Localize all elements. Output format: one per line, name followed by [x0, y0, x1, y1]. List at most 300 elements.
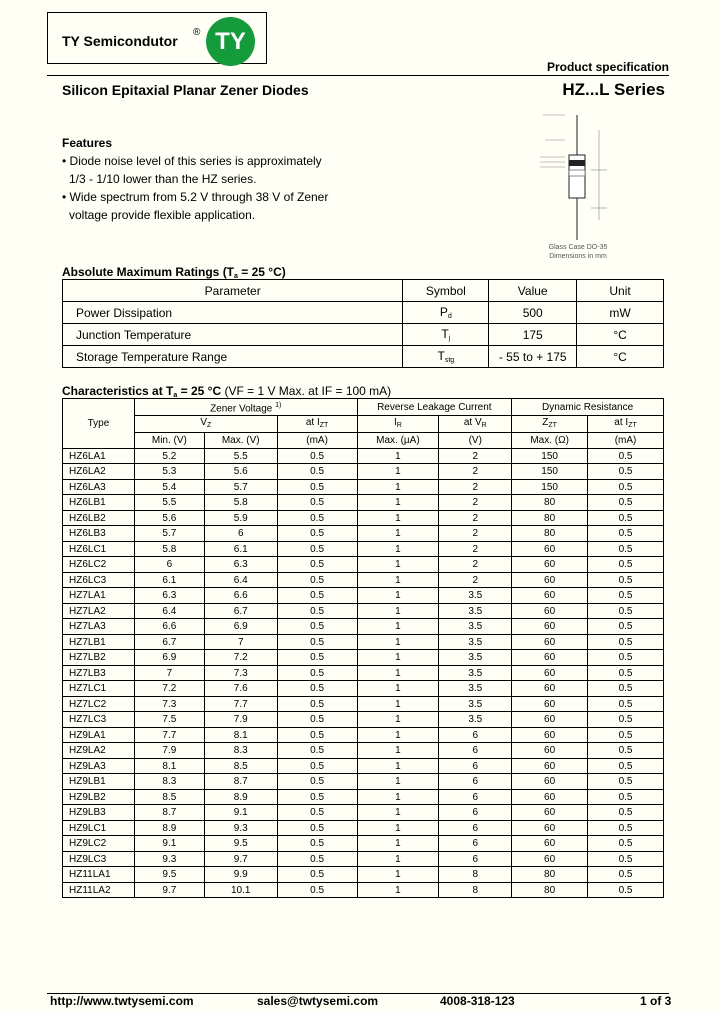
value-cell: 0.5 [588, 774, 664, 790]
value-cell: 6 [204, 526, 277, 542]
characteristics-heading: Characteristics at $T_a = 25$ °C (VF = 1 V Max. at IF = 100 mA) [62, 384, 392, 399]
feature-item: • Wide spectrum from 5.2 V through 38 V of Zener [62, 190, 329, 204]
table-header-row [63, 280, 664, 302]
type-cell: HZ9LB1 [63, 774, 135, 790]
value-cell: 80 [512, 882, 588, 898]
value-cell: 9.7 [134, 882, 204, 898]
value-cell: 1 [357, 805, 439, 821]
value-cell: 0.5 [277, 851, 357, 867]
value-cell: 8.1 [134, 758, 204, 774]
value-cell: 80 [512, 510, 588, 526]
table-row [63, 526, 664, 542]
zener-voltage-header: Zener Voltage $^{1)}$ [134, 399, 357, 416]
value-cell: 8.7 [204, 774, 277, 790]
table-row [63, 510, 664, 526]
value-cell: 3.5 [439, 603, 512, 619]
value-cell: 0.5 [588, 681, 664, 697]
value-cell: 7.3 [204, 665, 277, 681]
value-cell: 6.4 [204, 572, 277, 588]
table-row [63, 346, 664, 368]
value-cell: 0.5 [277, 758, 357, 774]
value-cell: 6.9 [204, 619, 277, 635]
col-header: Unit [577, 280, 664, 302]
value-cell: 1 [357, 727, 439, 743]
feature-item: • Diode noise level of this series is approximately [62, 154, 322, 168]
value-cell: 0.5 [588, 665, 664, 681]
value-cell: 5.6 [134, 510, 204, 526]
table-row [63, 541, 664, 557]
unit-header: Max. (µA) [357, 433, 439, 449]
type-cell: HZ9LA3 [63, 758, 135, 774]
value-cell: 60 [512, 851, 588, 867]
value-cell: 8.3 [204, 743, 277, 759]
value-cell: 1 [357, 665, 439, 681]
value-cell: 9.5 [204, 836, 277, 852]
unit-header: (mA) [588, 433, 664, 449]
table-row [63, 774, 664, 790]
value-cell: 150 [512, 479, 588, 495]
type-cell: HZ7LC2 [63, 696, 135, 712]
value-cell: 7.7 [204, 696, 277, 712]
value-cell: 60 [512, 588, 588, 604]
value-cell: 0.5 [277, 588, 357, 604]
value-cell: 1 [357, 820, 439, 836]
type-cell: HZ9LC3 [63, 851, 135, 867]
value-cell: 9.3 [134, 851, 204, 867]
value-cell: 8.5 [134, 789, 204, 805]
table-row [63, 867, 664, 883]
type-cell: HZ9LA1 [63, 727, 135, 743]
value-cell: 2 [439, 557, 512, 573]
footer-phone: 4008-318-123 [440, 994, 515, 1008]
value-cell: 0.5 [277, 510, 357, 526]
value-cell: 9.1 [204, 805, 277, 821]
value-cell: 9.1 [134, 836, 204, 852]
footer-email[interactable]: sales@twtysemi.com [257, 994, 379, 1008]
diode-outline-diagram [535, 110, 615, 245]
value-cell: 7.6 [204, 681, 277, 697]
value-cell: 0.5 [588, 712, 664, 728]
table-row [63, 820, 664, 836]
feature-text: Diode noise level of this series is approximately [69, 154, 322, 168]
diagram-caption [548, 243, 608, 261]
type-cell: HZ7LC1 [63, 681, 135, 697]
value-cell: 2 [439, 464, 512, 480]
value-cell: 0.5 [588, 495, 664, 511]
value-cell: 1 [357, 557, 439, 573]
value-cell: 0.5 [588, 572, 664, 588]
value-cell: 1 [357, 634, 439, 650]
value-cell: 8.7 [134, 805, 204, 821]
value-cell: 0.5 [277, 820, 357, 836]
diagram-dimensions: Dimensions in mm [549, 253, 607, 260]
value-cell: 500 [489, 302, 577, 324]
table-row [63, 495, 664, 511]
col-header: Value [489, 280, 577, 302]
value-cell: 0.5 [277, 634, 357, 650]
value-cell: 3.5 [439, 619, 512, 635]
value-cell: 2 [439, 572, 512, 588]
value-cell: 1 [357, 867, 439, 883]
value-cell: 60 [512, 836, 588, 852]
header-divider [47, 75, 669, 76]
diagram-case: Glass Case DO-35 [548, 244, 608, 251]
value-cell: 1 [357, 603, 439, 619]
table-row [63, 650, 664, 666]
table-row [63, 696, 664, 712]
value-cell: 60 [512, 758, 588, 774]
unit-header: Max. (Ω) [512, 433, 588, 449]
value-cell: 6.1 [204, 541, 277, 557]
value-cell: 0.5 [588, 464, 664, 480]
value-cell: 6.4 [134, 603, 204, 619]
value-cell: 0.5 [588, 789, 664, 805]
value-cell: 2 [439, 448, 512, 464]
value-cell: 60 [512, 557, 588, 573]
unit-header-row [63, 433, 664, 449]
value-cell: 60 [512, 727, 588, 743]
value-cell: 1 [357, 572, 439, 588]
value-cell: 7.3 [134, 696, 204, 712]
value-cell: 3.5 [439, 634, 512, 650]
unit-header: (V) [439, 433, 512, 449]
value-cell: 1 [357, 789, 439, 805]
col-header: Parameter [63, 280, 403, 302]
value-cell: 1 [357, 882, 439, 898]
value-cell: 0.5 [277, 448, 357, 464]
value-cell: 2 [439, 495, 512, 511]
value-cell: 8.9 [204, 789, 277, 805]
table-row [63, 882, 664, 898]
type-cell: HZ7LA1 [63, 588, 135, 604]
value-cell: 0.5 [588, 743, 664, 759]
value-cell: 0.5 [277, 665, 357, 681]
type-cell: HZ9LA2 [63, 743, 135, 759]
value-cell: 0.5 [588, 820, 664, 836]
value-cell: 1 [357, 541, 439, 557]
value-cell: 8.1 [204, 727, 277, 743]
value-cell: 1 [357, 696, 439, 712]
value-cell: 6 [439, 789, 512, 805]
value-cell: 6.1 [134, 572, 204, 588]
table-row [63, 603, 664, 619]
unit-header: Max. (V) [204, 433, 277, 449]
value-cell: 5.8 [134, 541, 204, 557]
value-cell: 150 [512, 448, 588, 464]
value-cell: 6.3 [134, 588, 204, 604]
value-cell: 1 [357, 851, 439, 867]
value-cell: 0.5 [588, 882, 664, 898]
value-cell: 60 [512, 619, 588, 635]
value-cell: 0.5 [588, 805, 664, 821]
type-cell: HZ9LC2 [63, 836, 135, 852]
value-cell: 0.5 [277, 572, 357, 588]
table-row [63, 789, 664, 805]
value-cell: 1 [357, 758, 439, 774]
characteristics-table [62, 398, 664, 898]
table-row [63, 681, 664, 697]
value-cell: 0.5 [588, 541, 664, 557]
type-cell: HZ7LC3 [63, 712, 135, 728]
table-row [63, 665, 664, 681]
abs-max-table [62, 279, 664, 368]
value-cell: 0.5 [588, 448, 664, 464]
value-cell: 1 [357, 464, 439, 480]
table-row [63, 324, 664, 346]
value-cell: 0.5 [277, 526, 357, 542]
table-row [63, 712, 664, 728]
value-cell: 3.5 [439, 650, 512, 666]
value-cell: 2 [439, 510, 512, 526]
value-cell: 1 [357, 479, 439, 495]
ty-logo-icon: TY [206, 17, 255, 66]
value-cell: 80 [512, 526, 588, 542]
group-header-row [63, 399, 664, 416]
value-cell: 1 [357, 743, 439, 759]
value-cell: 175 [489, 324, 577, 346]
value-cell: 9.5 [134, 867, 204, 883]
value-cell: 6 [439, 820, 512, 836]
value-cell: 60 [512, 603, 588, 619]
value-cell: 0.5 [277, 743, 357, 759]
value-cell: 60 [512, 774, 588, 790]
param-cell: Power Dissipation [63, 302, 403, 324]
value-cell: 1 [357, 681, 439, 697]
type-cell: HZ6LA3 [63, 479, 135, 495]
value-cell: 0.5 [588, 588, 664, 604]
ir-header: $I_R$ [357, 416, 439, 433]
value-cell: 0.5 [277, 727, 357, 743]
value-cell: 80 [512, 867, 588, 883]
value-cell: 6 [439, 805, 512, 821]
value-cell: 6 [439, 851, 512, 867]
atvr-header: at $V_R$ [439, 416, 512, 433]
value-cell: 3.5 [439, 681, 512, 697]
value-cell: 0.5 [277, 495, 357, 511]
type-cell: HZ6LC1 [63, 541, 135, 557]
value-cell: 1 [357, 448, 439, 464]
value-cell: 6.9 [134, 650, 204, 666]
value-cell: 8.5 [204, 758, 277, 774]
param-cell: Junction Temperature [63, 324, 403, 346]
type-cell: HZ7LA3 [63, 619, 135, 635]
abs-max-heading: Absolute Maximum Ratings ($T_a = 25$ °C) [62, 265, 286, 280]
dynamic-resistance-header: Dynamic Resistance [512, 399, 664, 416]
page-title: Silicon Epitaxial Planar Zener Diodes [62, 82, 309, 98]
type-cell: HZ9LB3 [63, 805, 135, 821]
features-heading: Features [62, 136, 113, 150]
value-cell: 0.5 [588, 650, 664, 666]
value-cell: 0.5 [277, 789, 357, 805]
value-cell: 8.3 [134, 774, 204, 790]
type-cell: HZ6LC2 [63, 557, 135, 573]
value-cell: 1 [357, 510, 439, 526]
value-cell: 5.7 [134, 526, 204, 542]
value-cell: 6 [439, 727, 512, 743]
value-cell: 2 [439, 541, 512, 557]
type-cell: HZ9LC1 [63, 820, 135, 836]
feature-text-cont: 1/3 - 1/10 lower than the HZ series. [69, 172, 257, 186]
value-cell: 0.5 [277, 836, 357, 852]
value-cell: 150 [512, 464, 588, 480]
value-cell: 7.2 [134, 681, 204, 697]
symbol-cell: $T_{stg}$ [403, 346, 489, 368]
value-cell: 1 [357, 650, 439, 666]
value-cell: 0.5 [277, 867, 357, 883]
table-row [63, 727, 664, 743]
value-cell: 60 [512, 696, 588, 712]
table-row [63, 836, 664, 852]
value-cell: 3.5 [439, 696, 512, 712]
series-title: HZ...L Series [562, 80, 665, 99]
brand-name: TY Semicondutor [62, 33, 178, 49]
type-cell: HZ6LC3 [63, 572, 135, 588]
value-cell: 1 [357, 588, 439, 604]
value-cell: 2 [439, 526, 512, 542]
table-row [63, 448, 664, 464]
value-cell: 1 [357, 526, 439, 542]
zzt-header: $Z_{ZT}$ [512, 416, 588, 433]
table-row [63, 572, 664, 588]
value-cell: 0.5 [277, 805, 357, 821]
value-cell: 0.5 [277, 557, 357, 573]
value-cell: 0.5 [277, 479, 357, 495]
type-cell: HZ6LB1 [63, 495, 135, 511]
value-cell: 5.2 [134, 448, 204, 464]
value-cell: 0.5 [277, 882, 357, 898]
feature-text-cont: voltage provide flexible application. [69, 208, 256, 222]
param-cell: Storage Temperature Range [63, 346, 403, 368]
value-cell: 80 [512, 495, 588, 511]
value-cell: 0.5 [277, 603, 357, 619]
value-cell: 60 [512, 650, 588, 666]
table-row [63, 557, 664, 573]
type-cell: HZ9LB2 [63, 789, 135, 805]
value-cell: 60 [512, 789, 588, 805]
table-row [63, 464, 664, 480]
value-cell: 0.5 [588, 727, 664, 743]
type-cell: HZ7LB3 [63, 665, 135, 681]
value-cell: 6.7 [134, 634, 204, 650]
table-row [63, 588, 664, 604]
value-cell: 10.1 [204, 882, 277, 898]
value-cell: 0.5 [588, 479, 664, 495]
value-cell: 8 [439, 882, 512, 898]
value-cell: 0.5 [277, 712, 357, 728]
value-cell: 0.5 [277, 464, 357, 480]
symbol-header-row [63, 416, 664, 433]
atizt2-header: at $I_{ZT}$ [588, 416, 664, 433]
type-cell: HZ7LA2 [63, 603, 135, 619]
value-cell: 8 [439, 867, 512, 883]
registered-mark: ® [193, 27, 201, 38]
value-cell: 1 [357, 712, 439, 728]
value-cell: 1 [357, 619, 439, 635]
table-row [63, 302, 664, 324]
vz-header: $V_Z$ [134, 416, 277, 433]
value-cell: 6 [439, 743, 512, 759]
value-cell: 0.5 [277, 696, 357, 712]
value-cell: 60 [512, 712, 588, 728]
value-cell: 60 [512, 572, 588, 588]
value-cell: 0.5 [588, 696, 664, 712]
value-cell: 9.7 [204, 851, 277, 867]
value-cell: 60 [512, 681, 588, 697]
unit-header: (mA) [277, 433, 357, 449]
value-cell: 0.5 [588, 758, 664, 774]
type-header: Type [63, 399, 135, 449]
value-cell: 0.5 [588, 634, 664, 650]
footer-page-number: 1 of 3 [640, 994, 672, 1008]
value-cell: 60 [512, 743, 588, 759]
leakage-header: Reverse Leakage Current [357, 399, 512, 416]
type-cell: HZ11LA2 [63, 882, 135, 898]
value-cell: 60 [512, 665, 588, 681]
table-row [63, 634, 664, 650]
value-cell: 0.5 [588, 836, 664, 852]
value-cell: 7 [204, 634, 277, 650]
product-specification: Product specification [546, 60, 669, 74]
value-cell: 7.7 [134, 727, 204, 743]
characteristics-body [63, 448, 664, 898]
value-cell: 3.5 [439, 712, 512, 728]
value-cell: 7.5 [134, 712, 204, 728]
value-cell: 3.5 [439, 588, 512, 604]
value-cell: 9.9 [204, 867, 277, 883]
value-cell: 6 [439, 774, 512, 790]
unit-cell: mW [577, 302, 664, 324]
value-cell: 5.9 [204, 510, 277, 526]
value-cell: 0.5 [277, 650, 357, 666]
value-cell: 1 [357, 774, 439, 790]
value-cell: 0.5 [588, 526, 664, 542]
value-cell: 5.4 [134, 479, 204, 495]
value-cell: 0.5 [588, 510, 664, 526]
value-cell: 5.7 [204, 479, 277, 495]
value-cell: 7.2 [204, 650, 277, 666]
value-cell: 0.5 [588, 619, 664, 635]
value-cell: 0.5 [277, 681, 357, 697]
feature-text: Wide spectrum from 5.2 V through 38 V of Zener [69, 190, 329, 204]
value-cell: 6 [134, 557, 204, 573]
value-cell: 6.3 [204, 557, 277, 573]
col-header: Symbol [403, 280, 489, 302]
value-cell: 5.6 [204, 464, 277, 480]
value-cell: 0.5 [588, 851, 664, 867]
value-cell: 6 [439, 836, 512, 852]
value-cell: 2 [439, 479, 512, 495]
value-cell: 6.6 [134, 619, 204, 635]
type-cell: HZ7LB1 [63, 634, 135, 650]
footer-website[interactable]: http://www.twtysemi.com [50, 994, 194, 1008]
value-cell: 0.5 [588, 867, 664, 883]
type-cell: HZ6LA1 [63, 448, 135, 464]
value-cell: 7 [134, 665, 204, 681]
value-cell: 60 [512, 805, 588, 821]
value-cell: 0.5 [277, 619, 357, 635]
value-cell: 60 [512, 541, 588, 557]
type-cell: HZ7LB2 [63, 650, 135, 666]
value-cell: 9.3 [204, 820, 277, 836]
unit-header: Min. (V) [134, 433, 204, 449]
table-row [63, 805, 664, 821]
value-cell: 60 [512, 820, 588, 836]
value-cell: 1 [357, 836, 439, 852]
value-cell: 6.6 [204, 588, 277, 604]
value-cell: 0.5 [588, 557, 664, 573]
value-cell: 0.5 [277, 774, 357, 790]
value-cell: 6.7 [204, 603, 277, 619]
